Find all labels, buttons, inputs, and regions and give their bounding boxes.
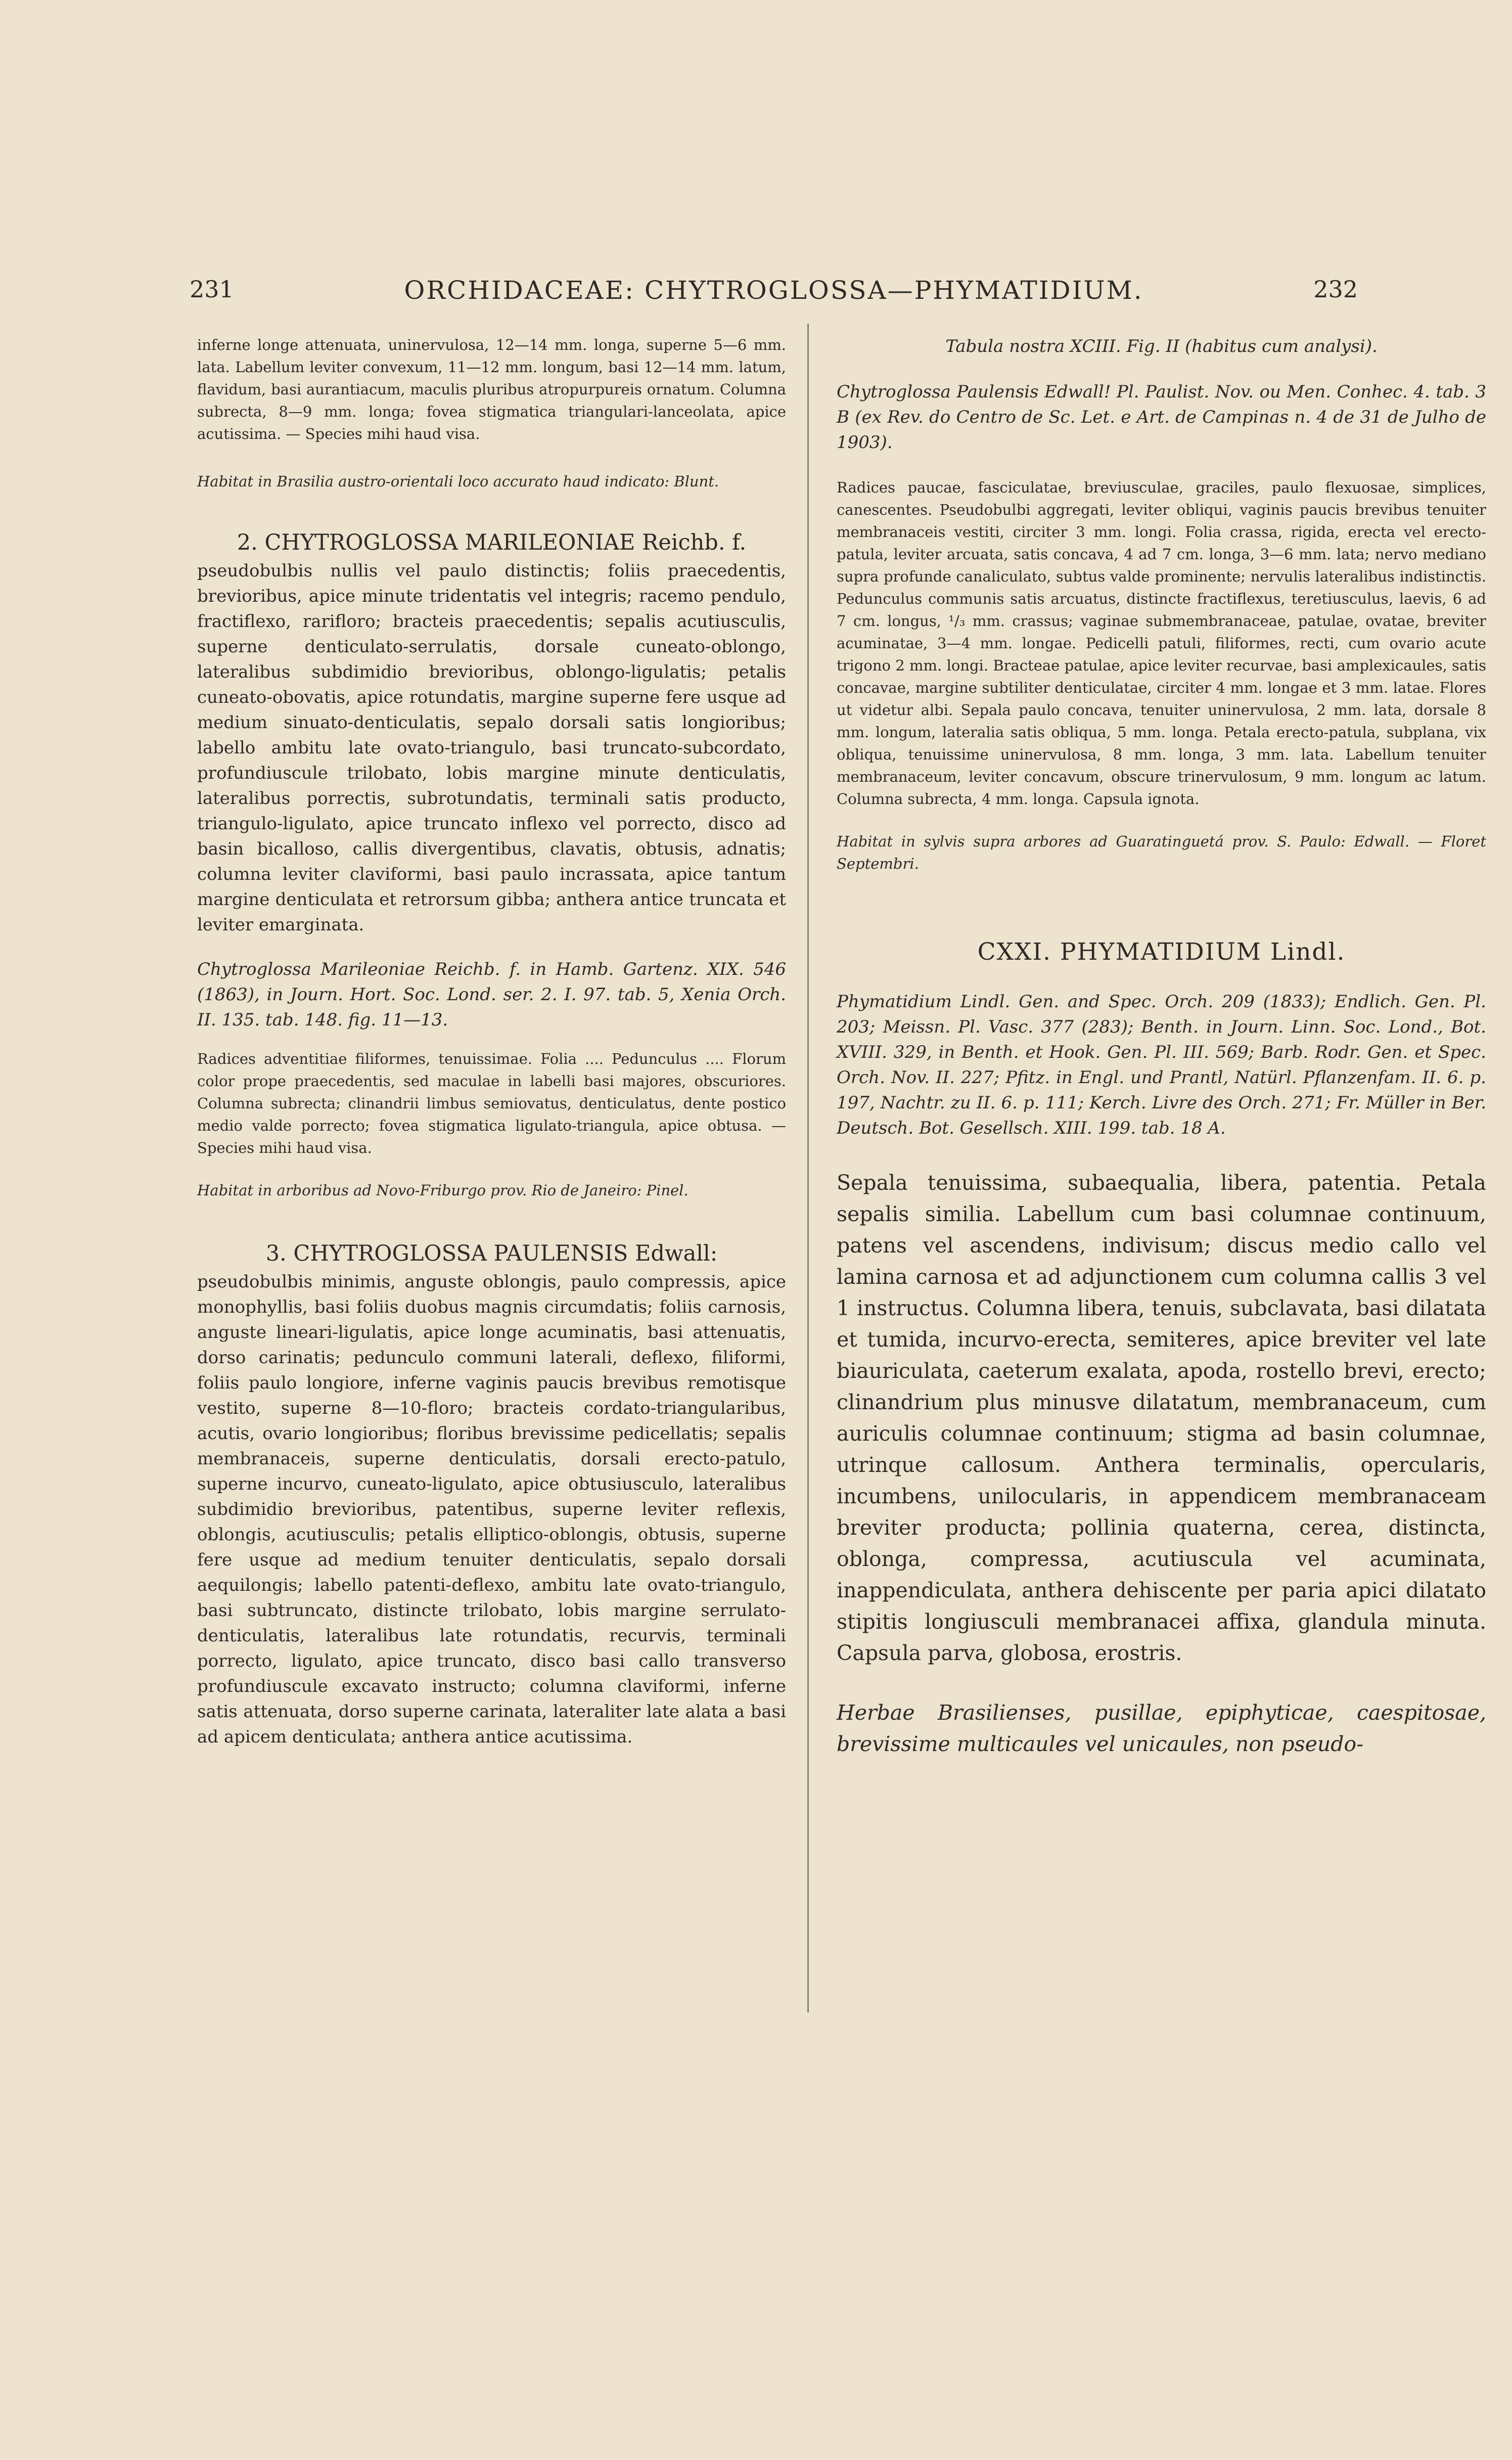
species-heading-paulensis: 3. CHYTROGLOSSA PAULENSIS Edwall: bbox=[265, 1241, 718, 1266]
running-header bbox=[190, 276, 1358, 321]
page-number-right: 232 bbox=[1313, 276, 1358, 303]
page-number-left: 231 bbox=[190, 276, 234, 303]
genus-heading: CXXI. PHYMATIDIUM Lindl. bbox=[977, 938, 1346, 966]
habitat-paulensis: Habitat in sylvis supra arbores ad Guaratinguetá prov. S. Paulo: Edwall. — Floret Septembri. bbox=[837, 833, 1486, 872]
description-paulensis: Radices paucae, fasciculatae, breviusculae, graciles, paulo flexuosae, simplices, canescentes. Pseudobulbi aggregati, leviter obliqui, vaginis paucis brevibus tenuiter membranaceis vestiti, circiter 3 mm. longi. Folia crassa, rigida, erecta vel erecto-patula, leviter arcuata, satis concava, 4 ad 7 cm. longa, 3—6 mm. lata; nervo mediano supra profunde canaliculato, subtus valde prominente; nervulis lateralibus indistinctis. Pedunculus communis satis arcuatus, distincte fractiflexus, teretiusculus, laevis, 6 ad 7 cm. longus, ¹/₃ mm. crassus; vaginae submembranaceae, patulae, ovatae, breviter acuminatae, 3—4 mm. longae. Pedicelli patuli, filiformes, recti, cum ovario acute trigono 2 mm. longi. Bracteae patulae, apice leviter recurvae, basi amplexicaules, satis concavae, margine subtiliter denticulatae, circiter 4 mm. longae et 3 mm. latae. Flores ut videtur albi. Sepala paulo concava, tenuiter uninervulosa, 2 mm. lata, dorsale 8 mm. longum, lateralia satis obliqua, 5 mm. longa. Petala erecto-patula, subplana, vix obliqua, tenuissime uninervulosa, 8 mm. longa, 3 mm. lata. Labellum tenuiter membranaceum, leviter concavum, obscure trinervulosum, 9 mm. longum ac latum. Columna subrecta, 4 mm. longa. Capsula ignota. bbox=[837, 479, 1486, 808]
left-column bbox=[197, 334, 786, 1750]
genus-description: Sepala tenuissima, subaequalia, libera, patentia. Petala sepalis similia. Labellum cum basi columnae continuum, patens vel ascendens, indivisum; discus medio callo vel lamina carnosa et ad adjunctionem cum columna callis 3 vel 1 instructus. Columna libera, tenuis, subclavata, basi dilatata et tumida, incurvo-erecta, semiteres, apice breviter vel late biauriculata, caeterum exalata, apoda, rostello brevi, erecto; clinandrium plus minusve dilatatum, membranaceum, cum auriculis columnae continuum; stigma ad basin columnae, utrinque callosum. Anthera terminalis, opercularis, incumbens, unilocularis, in appendicem membranaceam breviter producta; pollinia quaterna, cerea, distincta, oblonga, compressa, acutiuscula vel acuminata, inappendiculata, anthera dehiscente per paria apici dilatato stipitis longiusculi membranacei affixa, glandula minuta. Capsula parva, globosa, erostris. bbox=[837, 1171, 1486, 1665]
notes-marileoniae: Radices adventitiae filiformes, tenuissimae. Folia .... Pedunculus .... Florum color prope praecedentis, sed maculae in labelli basi majores, obscuriores. Columna subrecta; clinandrii limbus semiovatus, denticulatus, dente postico medio valde porrecto; fovea stigmatica ligulato-triangula, apice obtusa. — Species mihi haud visa. bbox=[197, 1050, 786, 1156]
plate-reference: Tabula nostra XCIII. Fig. II (habitus cum analysi). bbox=[945, 336, 1378, 356]
citation-marileoniae: Chytroglossa Marileoniae Reichb. f. in Hamb. Gartenz. XIX. 546 (1863), in Journ. Hort. Soc. Lond. ser. 2. I. 97. tab. 5, Xenia Orch. II. 135. tab. 148. fig. 11—13. bbox=[197, 959, 786, 1030]
column-divider bbox=[807, 324, 809, 2012]
species-heading-marileoniae: 2. CHYTROGLOSSA MARILEONIAE Reichb. f. bbox=[237, 530, 747, 555]
habitat-note: Habitat in Brasilia austro-orientali loco accurato haud indicato: Blunt. bbox=[197, 473, 719, 490]
genus-citation: Phymatidium Lindl. Gen. and Spec. Orch. 209 (1833); Endlich. Gen. Pl. 203; Meissn. Pl. Vasc. 377 (283); Benth. in Journ. Linn. Soc. Lond., Bot. XVIII. 329, in Benth. et Hook. Gen. Pl. III. 569; Barb. Rodr. Gen. et Spec. Orch. Nov. II. 227; Pfitz. in Engl. und Prantl, Natürl. Pflanzenfam. II. 6. p. 197, Nachtr. zu II. 6. p. 111; Kerch. Livre des Orch. 271; Fr. Müller in Ber. Deutsch. Bot. Gesellsch. XIII. 199. tab. 18 A. bbox=[837, 992, 1486, 1138]
habitat-marileoniae: Habitat in arboribus ad Novo-Friburgo prov. Rio de Janeiro: Pinel. bbox=[197, 1182, 689, 1199]
running-title: ORCHIDACEAE: CHYTROGLOSSA—PHYMATIDIUM. bbox=[404, 276, 1143, 305]
species-diagnosis-paulensis: pseudobulbis minimis, anguste oblongis, paulo compressis, apice monophyllis, basi foliis duobus magnis circumdatis; foliis carnosis, anguste lineari-ligulatis, apice longe acuminatis, basi attenuatis, dorso carinatis; pedunculo communi laterali, deflexo, filiformi, foliis paulo longiore, inferne vaginis paucis brevibus remotisque vestito, superne 8—10-floro; bracteis cordato-triangularibus, acutis, ovario longioribus; floribus brevissime pedicellatis; sepalis membranaceis, superne denticulatis, dorsali erecto-patulo, superne incurvo, cuneato-ligulato, apice obtusiusculo, lateralibus subdimidio brevioribus, patentibus, superne leviter reflexis, oblongis, acutiusculis; petalis elliptico-oblongis, obtusis, superne fere usque ad medium tenuiter denticulatis, sepalo dorsali aequilongis; labello patenti-deflexo, ambitu late ovato-triangulo, basi subtruncato, distincte trilobato, lobis margine serrulato-denticulatis, lateralibus late rotundatis, recurvis, terminali porrecto, ligulato, apice truncato, disco basi callo transverso profundiuscule excavato instructo; columna claviformi, inferne satis attenuata, dorso superne carinata, lateraliter late alata a basi ad apicem denticulata; anthera antice acutissima. bbox=[197, 1272, 786, 1747]
right-column bbox=[837, 334, 1486, 1760]
citation-paulensis: Chytroglossa Paulensis Edwall! Pl. Paulist. Nov. ou Men. Conhec. 4. tab. 3 B (ex Rev. do Centro de Sc. Let. e Art. de Campinas n. 4 de 31 de Julho de 1903). bbox=[837, 382, 1486, 453]
species-diagnosis-marileoniae: pseudobulbis nullis vel paulo distinctis; foliis praecedentis, brevioribus, apice minute tridentatis vel integris; racemo pendulo, fractiflexo, rarifloro; bracteis praecedentis; sepalis acutiusculis, superne denticulato-serrulatis, dorsale cuneato-oblongo, lateralibus subdimidio brevioribus, oblongo-ligulatis; petalis cuneato-obovatis, apice rotundatis, margine superne fere usque ad medium sinuato-denticulatis, sepalo dorsali satis longioribus; labello ambitu late ovato-triangulo, basi truncato-subcordato, profundiuscule trilobato, lobis margine minute denticulatis, lateralibus porrectis, subrotundatis, terminali satis producto, triangulo-ligulato, apice truncato inflexo vel porrecto, disco ad basin bicalloso, callis divergentibus, clavatis, obtusis, adnatis; columna leviter claviformi, basi paulo incrassata, apice tantum margine denticulata et retrorsum gibba; anthera antice truncata et leviter emarginata. bbox=[197, 561, 786, 935]
genus-habit-note: Herbae Brasilienses, pusillae, epiphyticae, caespitosae, brevissime multicaules vel unicaules, non pseudo- bbox=[837, 1701, 1486, 1756]
species-description-continued: inferne longe attenuata, uninervulosa, 12—14 mm. longa, superne 5—6 mm. lata. Labellum leviter convexum, 11—12 mm. longum, basi 12—14 mm. latum, flavidum, basi aurantiacum, maculis pluribus atropurpureis ornatum. Columna subrecta, 8—9 mm. longa; fovea stigmatica triangulari-lanceolata, apice acutissima. — Species mihi haud visa. bbox=[197, 336, 786, 442]
